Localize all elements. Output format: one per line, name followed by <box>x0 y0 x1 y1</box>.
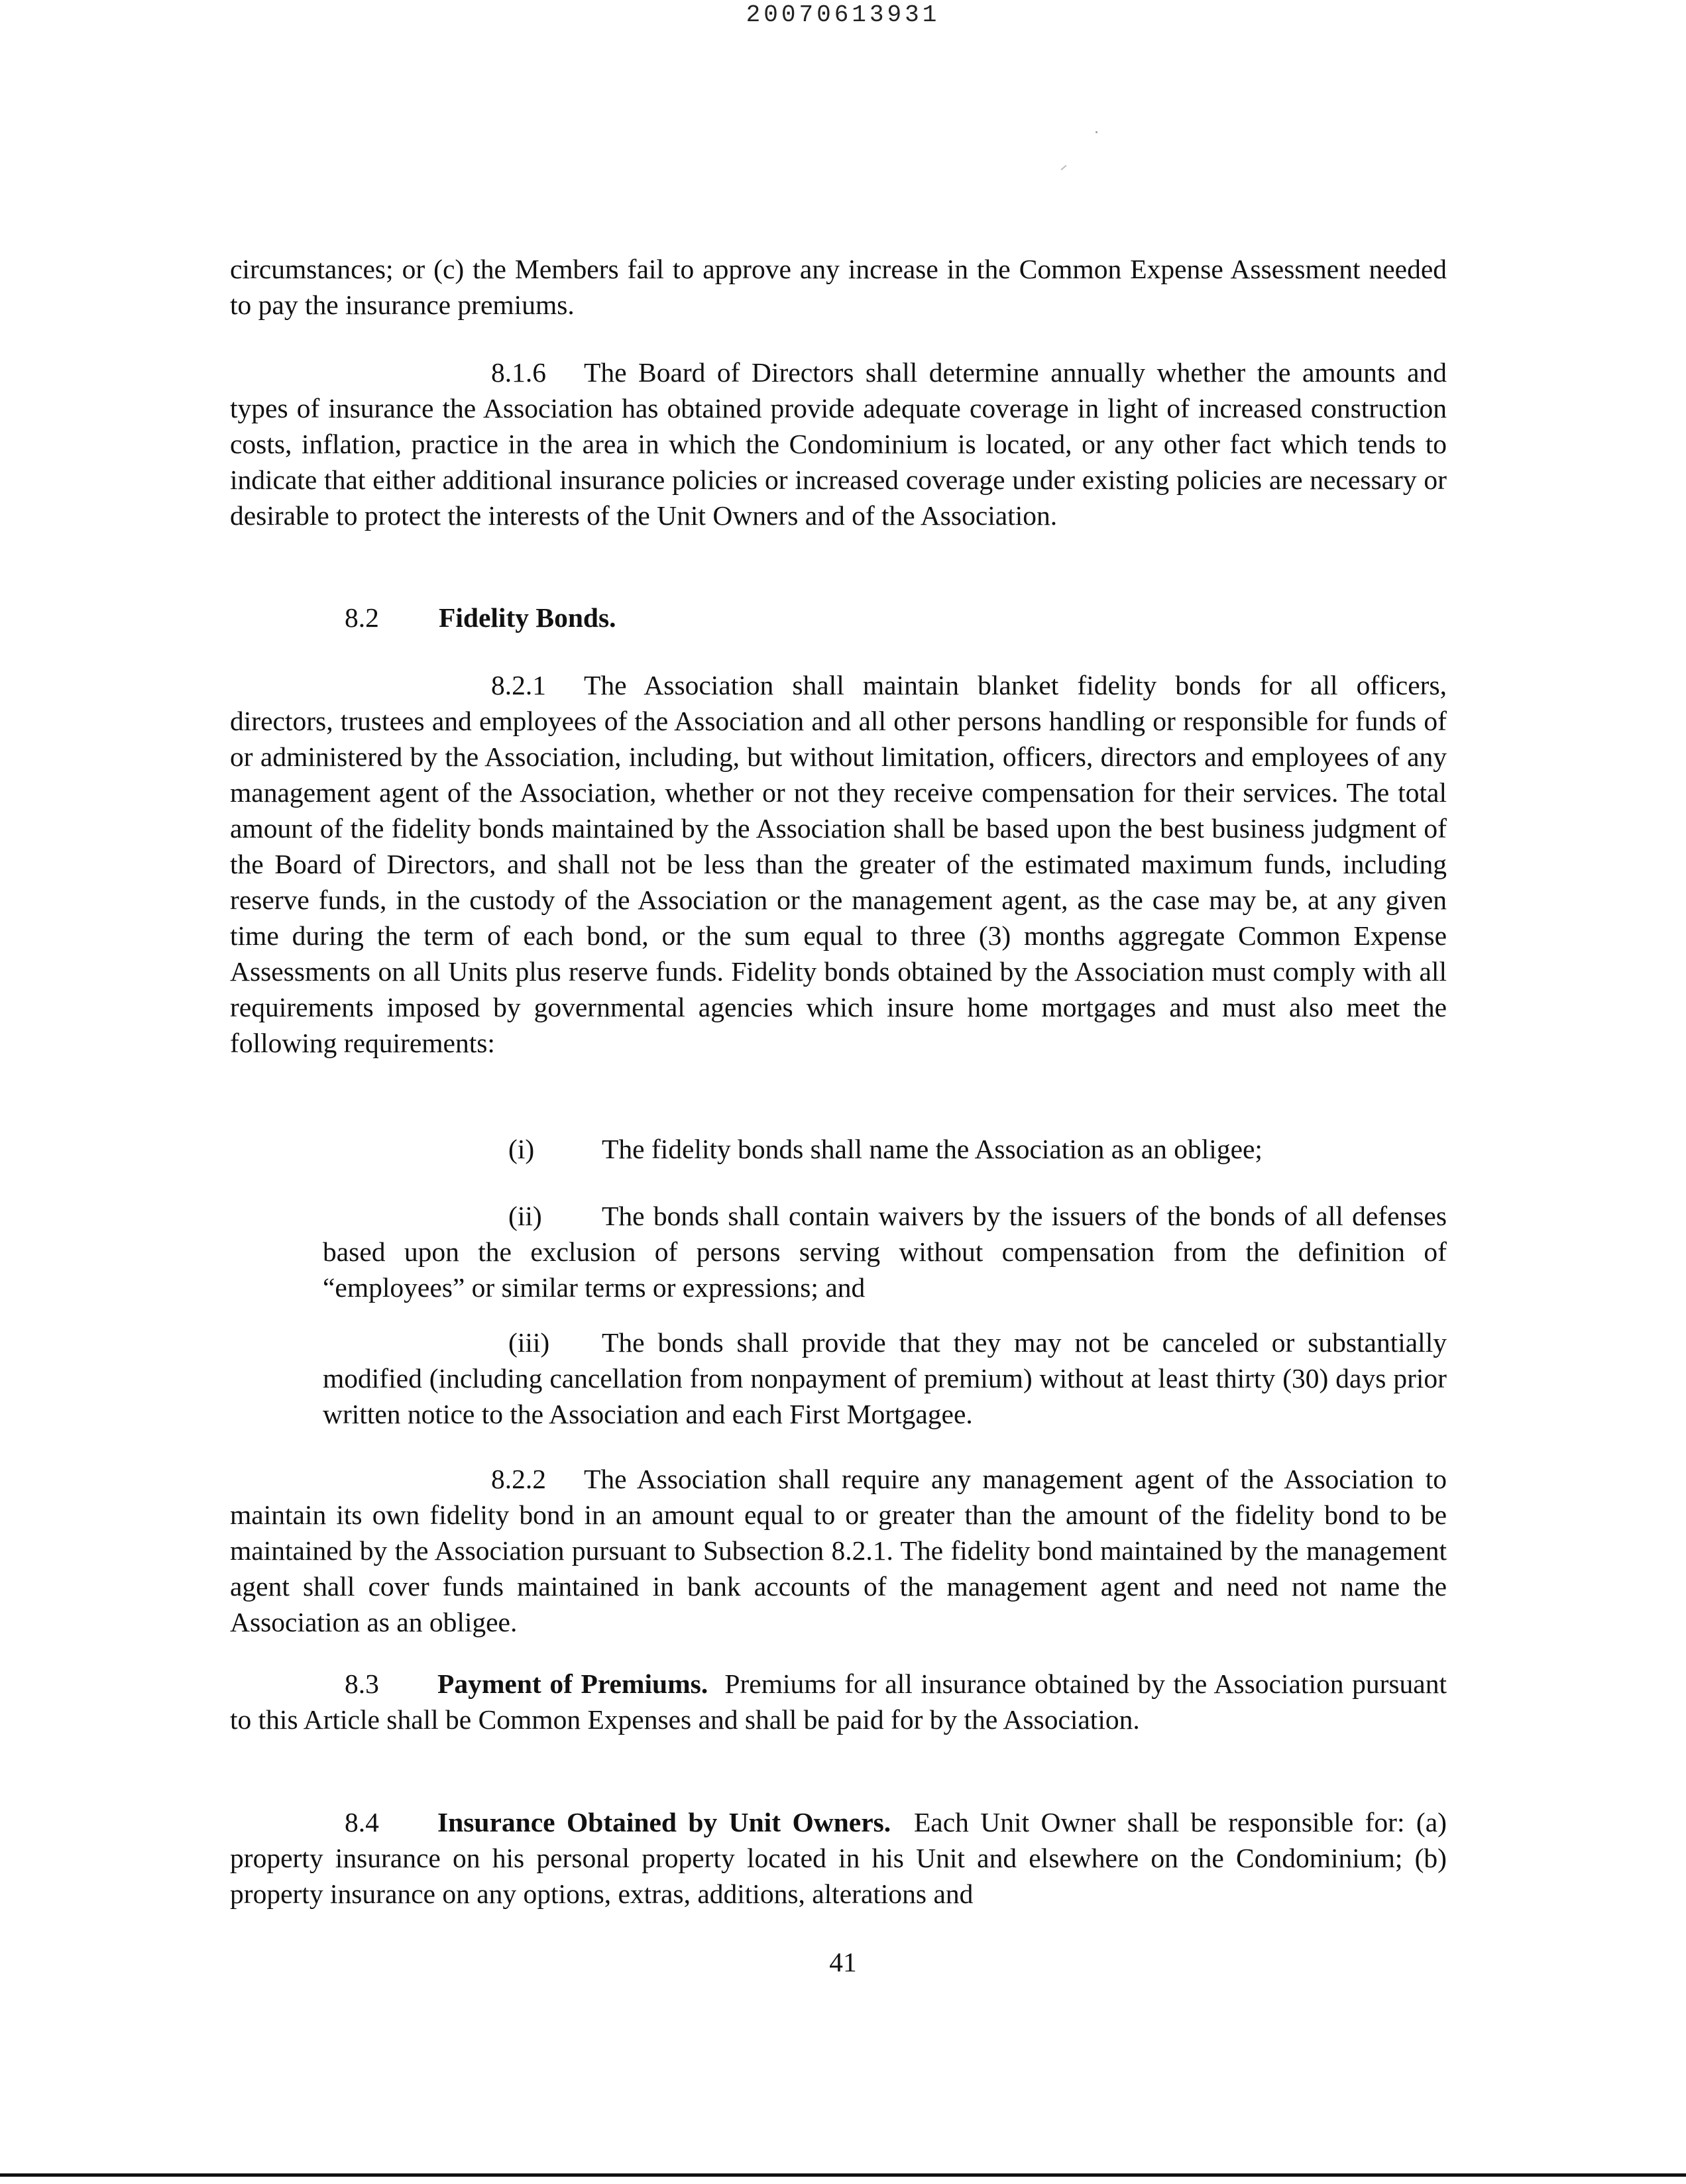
paragraph-text: The Association shall maintain blanket fidelity bonds for all officers, directors, trustees and employees of the Association and all other persons handling or responsible for funds of or administered by the Association, including, but without limitation, officers, directors and employees of any management agent of the Association, whether or not they receive compensation for their services. The total amount of the fidelity bonds maintained by the Association shall be based upon the best business judgment of the Board of Directors, and shall not be less than the greater of the estimated maximum funds, including reserve funds, in the custody of the Association or the management agent, as the case may be, at any given time during the term of each bond, or the sum equal to three (3) months aggregate Common Expense Assessments on all Units plus reserve funds. Fidelity bonds obtained by the Association must comply with all requirements imposed by governmental agencies which insure home mortgages and must also meet the following requirements: <box>230 670 1447 1058</box>
paragraph-text: The Association shall require any management agent of the Association to maintain its own fidelity bond in an amount equal to or greater than the amount of the fidelity bond to be maintained by the Association pursuant to Subsection 8.2.1. The fidelity bond maintained by the management agent shall cover funds maintained in bank accounts of the management agent and need not name the Association as an obligee. <box>230 1464 1447 1637</box>
paragraph-8-3 <box>230 1666 1447 1737</box>
list-number: (i) <box>508 1134 535 1164</box>
section-title: Insurance Obtained by Unit Owners. <box>437 1807 891 1837</box>
paragraph-8-2-2 <box>230 1461 1447 1640</box>
list-text: The bonds shall provide that they may not be canceled or substantially modified (including cancellation from nonpayment of premium) without at least thirty (30) days prior written notice to the Association and each First Mortgagee. <box>323 1327 1447 1429</box>
section-number: 8.2.1 <box>491 670 546 700</box>
section-number: 8.4 <box>345 1807 379 1837</box>
list-number: (ii) <box>508 1201 542 1231</box>
section-title: Fidelity Bonds. <box>439 602 616 633</box>
list-text: The bonds shall contain waivers by the issuers of the bonds of all defenses based upon the exclusion of persons serving without compensation from the definition of “employees” or similar terms or expressions; and <box>323 1201 1447 1303</box>
scan-speck <box>1096 131 1097 133</box>
document-id: 20070613931 <box>746 1 940 28</box>
section-number: 8.2.2 <box>491 1464 546 1494</box>
list-number: (iii) <box>508 1327 550 1358</box>
paragraph-continuation <box>230 251 1447 323</box>
page-number: 41 <box>829 1947 857 1977</box>
section-heading-8-2 <box>345 600 1561 635</box>
paragraph-8-4 <box>230 1804 1447 1912</box>
list-item-ii <box>323 1198 1447 1305</box>
paragraph-text: Each Unit Owner shall be responsible for: (a) property insurance on his personal property located in his Unit and elsewhere on the Condominium; (b) property insurance on any options, extras, additions, alterations and <box>230 1807 1447 1909</box>
list-item-i <box>508 1131 1686 1167</box>
paragraph-text: The Board of Directors shall determine annually whether the amounts and types of insurance the Association has obtained provide adequate coverage in light of increased construction costs, inflation, practice in the area in which the Condominium is located, or any other fact which tends to indicate that either additional insurance policies or increased coverage under existing policies are necessary or desirable to protect the interests of the Unit Owners and of the Association. <box>230 357 1447 531</box>
paragraph-text: circumstances; or (c) the Members fail to approve any increase in the Common Expense Assessment needed to pay the insurance premiums. <box>230 254 1447 320</box>
section-number: 8.3 <box>345 1668 379 1699</box>
scan-speck <box>1061 165 1067 170</box>
section-number: 8.1.6 <box>491 357 546 388</box>
section-title: Payment of Premiums. <box>437 1668 708 1699</box>
list-item-iii <box>323 1325 1447 1432</box>
scan-edge-line <box>0 2173 1686 2177</box>
paragraph-8-1-6 <box>230 355 1447 533</box>
section-number: 8.2 <box>345 602 379 633</box>
list-text: The fidelity bonds shall name the Association as an obligee; <box>602 1134 1263 1164</box>
paragraph-8-2-1 <box>230 667 1447 1061</box>
paragraph-text: Premiums for all insurance obtained by the Association pursuant to this Article shall be Common Expenses and shall be paid for by the Association. <box>230 1668 1447 1735</box>
